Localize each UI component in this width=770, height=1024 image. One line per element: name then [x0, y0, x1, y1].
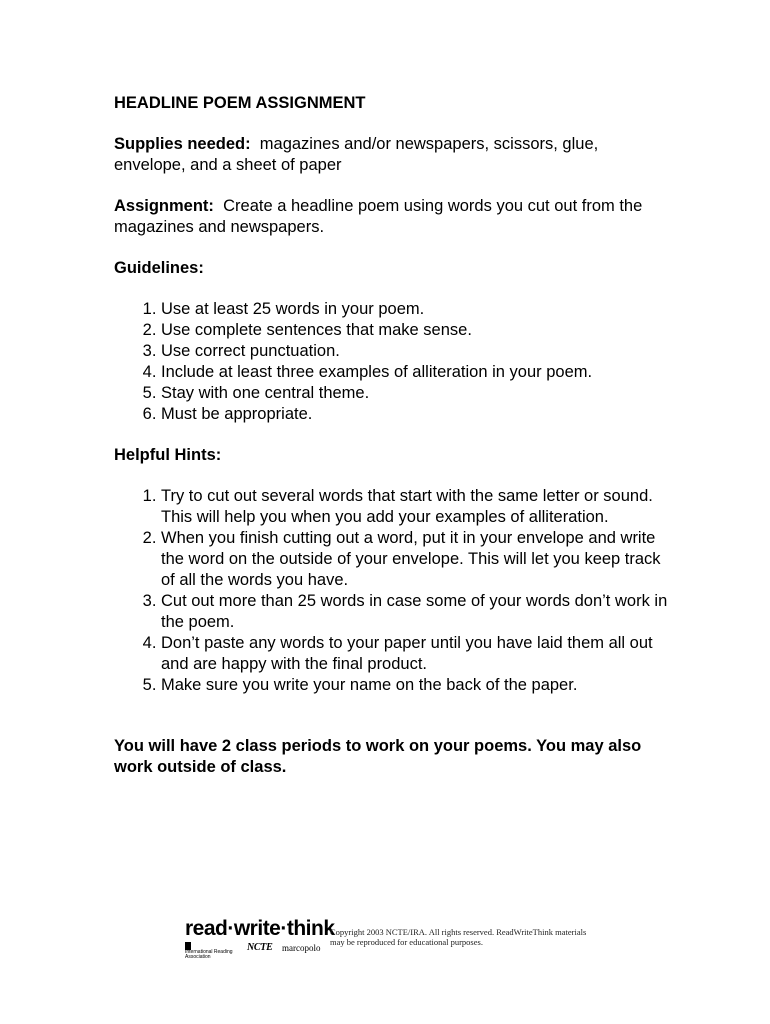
guideline-item: 6. Must be appropriate. — [161, 404, 674, 425]
guideline-item: 2. Use complete sentences that make sense. — [161, 320, 674, 341]
guideline-item: 5. Stay with one central theme. — [161, 383, 674, 404]
marcopolo-logo: marcopolo — [282, 943, 321, 953]
supplies-text: magazines and/or newspapers, scissors, glue, envelope, and a sheet of paper — [114, 135, 599, 174]
hints-heading: Helpful Hints: — [114, 446, 222, 464]
hint-item: 1. Try to cut out several words that start with the same letter or sound. This will help you when you add your examples of alliteration. — [161, 486, 674, 528]
footer — [185, 918, 605, 958]
hints-list — [114, 486, 674, 696]
closing-note: You will have 2 class periods to work on your poems. You may also work outside of class. — [114, 737, 642, 776]
guideline-item: 4. Include at least three examples of alliteration in your poem. — [161, 362, 674, 383]
guidelines-heading: Guidelines: — [114, 259, 204, 277]
ncte-logo: NCTE — [247, 942, 273, 953]
document-body — [114, 93, 674, 778]
guidelines-list — [114, 299, 674, 425]
readwritethink-logo: read·write·think — [185, 917, 335, 940]
supplies-paragraph — [114, 134, 674, 176]
guideline-item: 1. Use at least 25 words in your poem. — [161, 299, 674, 320]
ira-logo: International Reading Association — [185, 942, 243, 960]
hint-item: 4. Don’t paste any words to your paper until you have laid them all out and are happy with the final product. — [161, 633, 674, 675]
hint-item: 2. When you finish cutting out a word, put it in your envelope and write the word on the outside of your envelope. This will let you keep track of all the words you have. — [161, 528, 674, 591]
partner-logos — [185, 942, 330, 958]
hint-item: 3. Cut out more than 25 words in case some of your words don’t work in the poem. — [161, 591, 674, 633]
guideline-item: 3. Use correct punctuation. — [161, 341, 674, 362]
supplies-label: Supplies needed: — [114, 135, 251, 153]
document-title: HEADLINE POEM ASSIGNMENT — [114, 94, 366, 112]
copyright-notice: Copyright 2003 NCTE/IRA. All rights reserved. ReadWriteThink materials may be reproduced for educational purposes. — [330, 927, 587, 947]
assignment-text: Create a headline poem using words you cut out from the magazines and newspapers. — [114, 197, 643, 236]
assignment-label: Assignment: — [114, 197, 214, 215]
hint-item: 5. Make sure you write your name on the back of the paper. — [161, 675, 674, 696]
assignment-paragraph — [114, 196, 674, 238]
